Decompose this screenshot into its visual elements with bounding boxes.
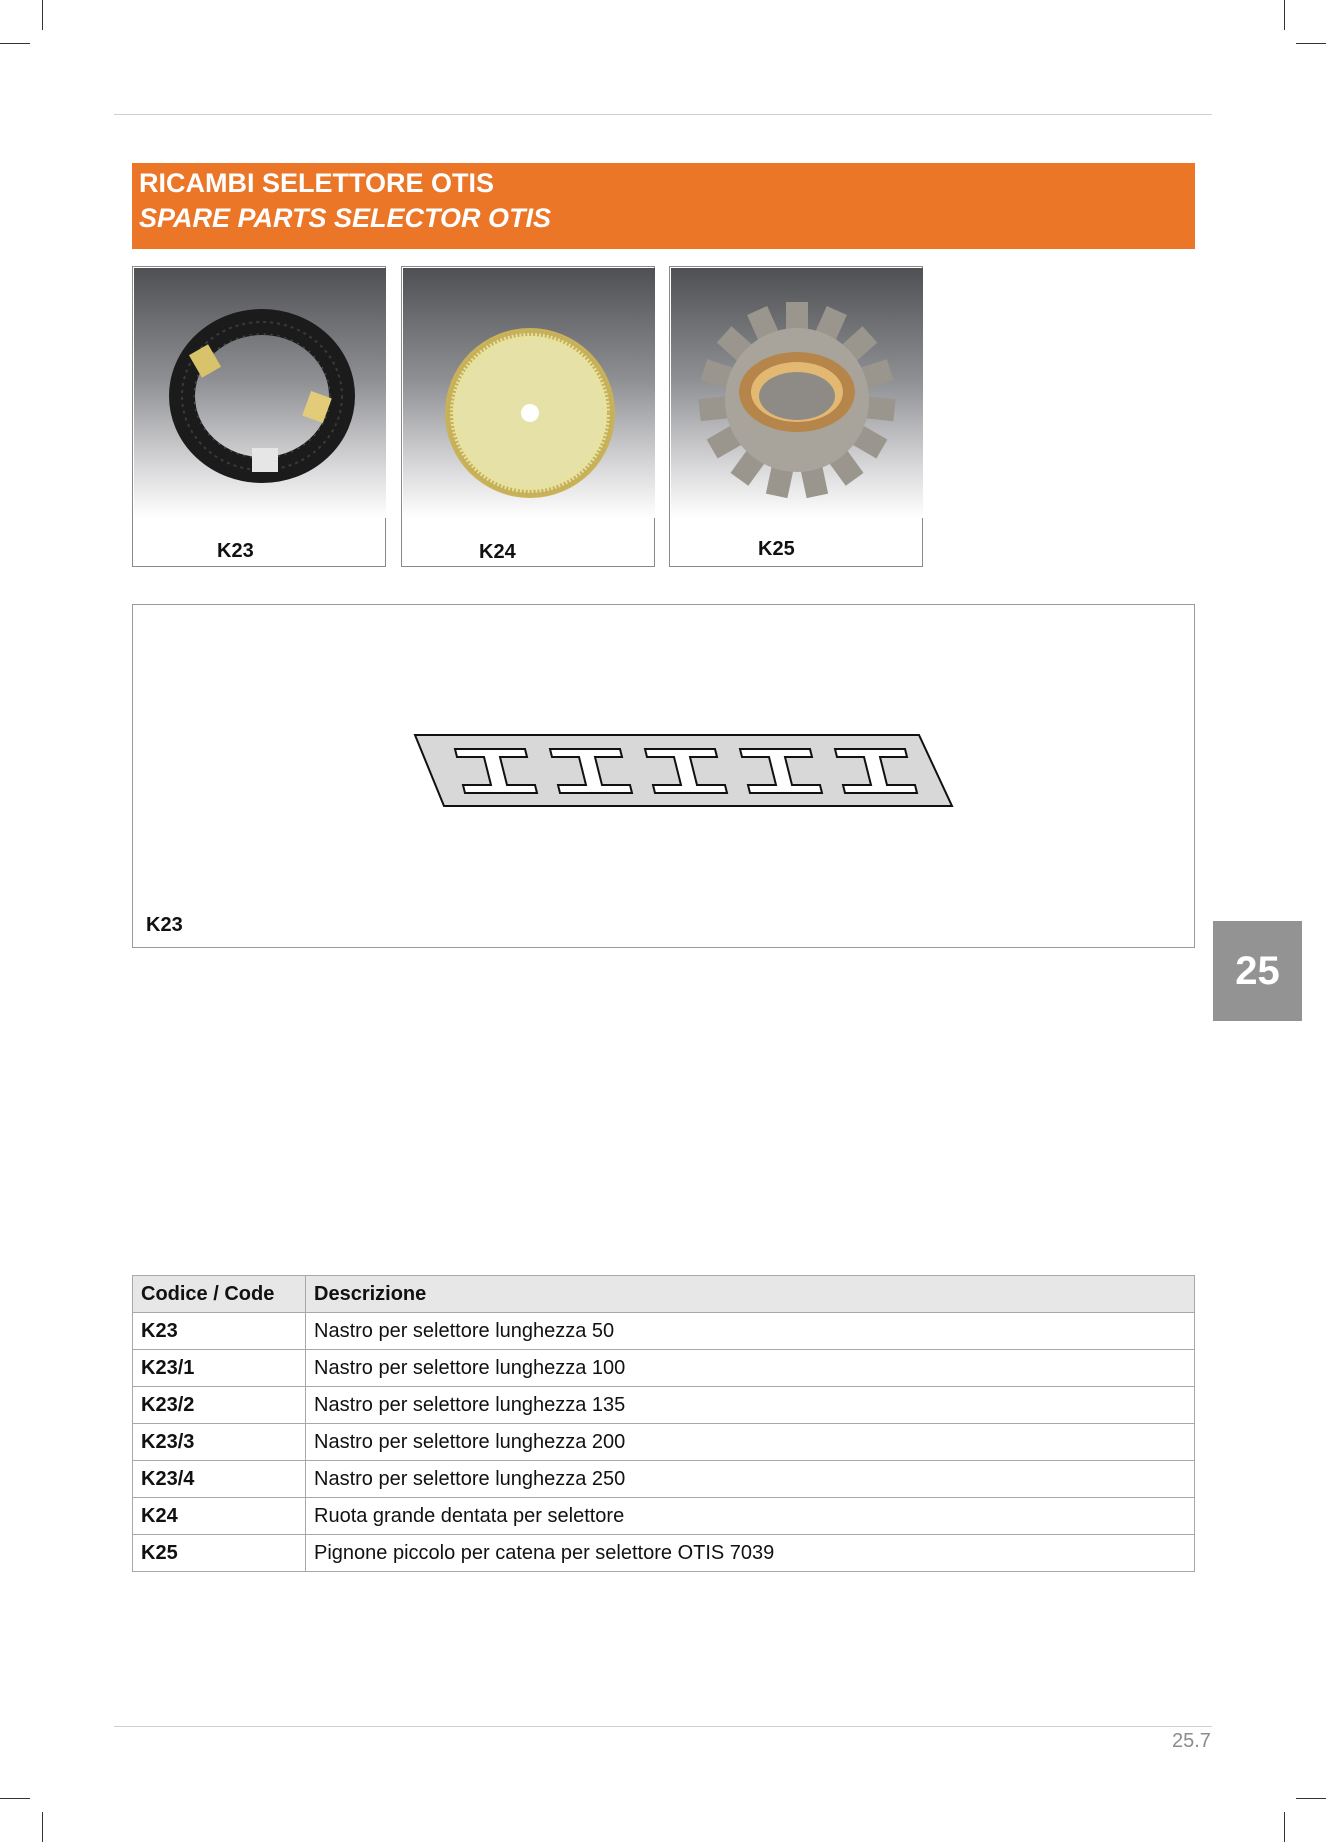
table-row bbox=[133, 1350, 1195, 1387]
part-code: K25 bbox=[133, 1535, 306, 1572]
table-row bbox=[133, 1387, 1195, 1424]
table-row bbox=[133, 1535, 1195, 1572]
crop-mark bbox=[0, 1798, 30, 1799]
tape-profile-drawing bbox=[133, 605, 1194, 947]
crop-mark bbox=[1296, 1798, 1326, 1799]
part-code: K23 bbox=[133, 1313, 306, 1350]
section-title-italian: RICAMBI SELETTORE OTIS bbox=[139, 168, 495, 198]
part-description: Nastro per selettore lunghezza 100 bbox=[306, 1350, 1195, 1387]
photo-caption: K24 bbox=[479, 541, 516, 563]
parts-table bbox=[132, 1275, 1195, 1572]
table-row bbox=[133, 1313, 1195, 1350]
gear-wheel-icon bbox=[403, 268, 655, 518]
photo-caption: K23 bbox=[217, 540, 254, 562]
crop-mark bbox=[1284, 0, 1285, 30]
table-row bbox=[133, 1498, 1195, 1535]
top-rule bbox=[114, 114, 1212, 115]
bottom-rule bbox=[114, 1726, 1212, 1727]
crop-mark bbox=[42, 1812, 43, 1842]
table-header-row bbox=[133, 1276, 1195, 1313]
chapter-tab: 25 bbox=[1213, 921, 1302, 1021]
part-description: Nastro per selettore lunghezza 200 bbox=[306, 1424, 1195, 1461]
page-number: 25.7 bbox=[1172, 1730, 1211, 1752]
section-header bbox=[132, 163, 1195, 249]
diagram-caption: K23 bbox=[146, 914, 183, 936]
product-photo-card-k23 bbox=[132, 266, 386, 567]
tape-coil-icon bbox=[134, 268, 386, 518]
part-code: K24 bbox=[133, 1498, 306, 1535]
product-photo-card-k25 bbox=[669, 266, 923, 567]
part-description: Nastro per selettore lunghezza 50 bbox=[306, 1313, 1195, 1350]
part-code: K23/1 bbox=[133, 1350, 306, 1387]
part-code: K23/4 bbox=[133, 1461, 306, 1498]
crop-mark bbox=[1296, 43, 1326, 44]
section-title-english: SPARE PARTS SELECTOR OTIS bbox=[139, 203, 552, 233]
part-description: Ruota grande dentata per selettore bbox=[306, 1498, 1195, 1535]
column-header-code: Codice / Code bbox=[133, 1276, 306, 1313]
table-row bbox=[133, 1424, 1195, 1461]
part-description: Nastro per selettore lunghezza 250 bbox=[306, 1461, 1195, 1498]
part-description: Nastro per selettore lunghezza 135 bbox=[306, 1387, 1195, 1424]
part-description: Pignone piccolo per catena per selettore OTIS 7039 bbox=[306, 1535, 1195, 1572]
product-photo-card-k24 bbox=[401, 266, 655, 567]
sprocket-icon bbox=[671, 268, 923, 518]
column-header-description: Descrizione bbox=[306, 1276, 1195, 1313]
part-code: K23/2 bbox=[133, 1387, 306, 1424]
part-code: K23/3 bbox=[133, 1424, 306, 1461]
crop-mark bbox=[0, 43, 30, 44]
crop-mark bbox=[42, 0, 43, 30]
crop-mark bbox=[1284, 1812, 1285, 1842]
tape-profile-diagram bbox=[132, 604, 1195, 948]
photo-caption: K25 bbox=[758, 538, 795, 560]
table-row bbox=[133, 1461, 1195, 1498]
